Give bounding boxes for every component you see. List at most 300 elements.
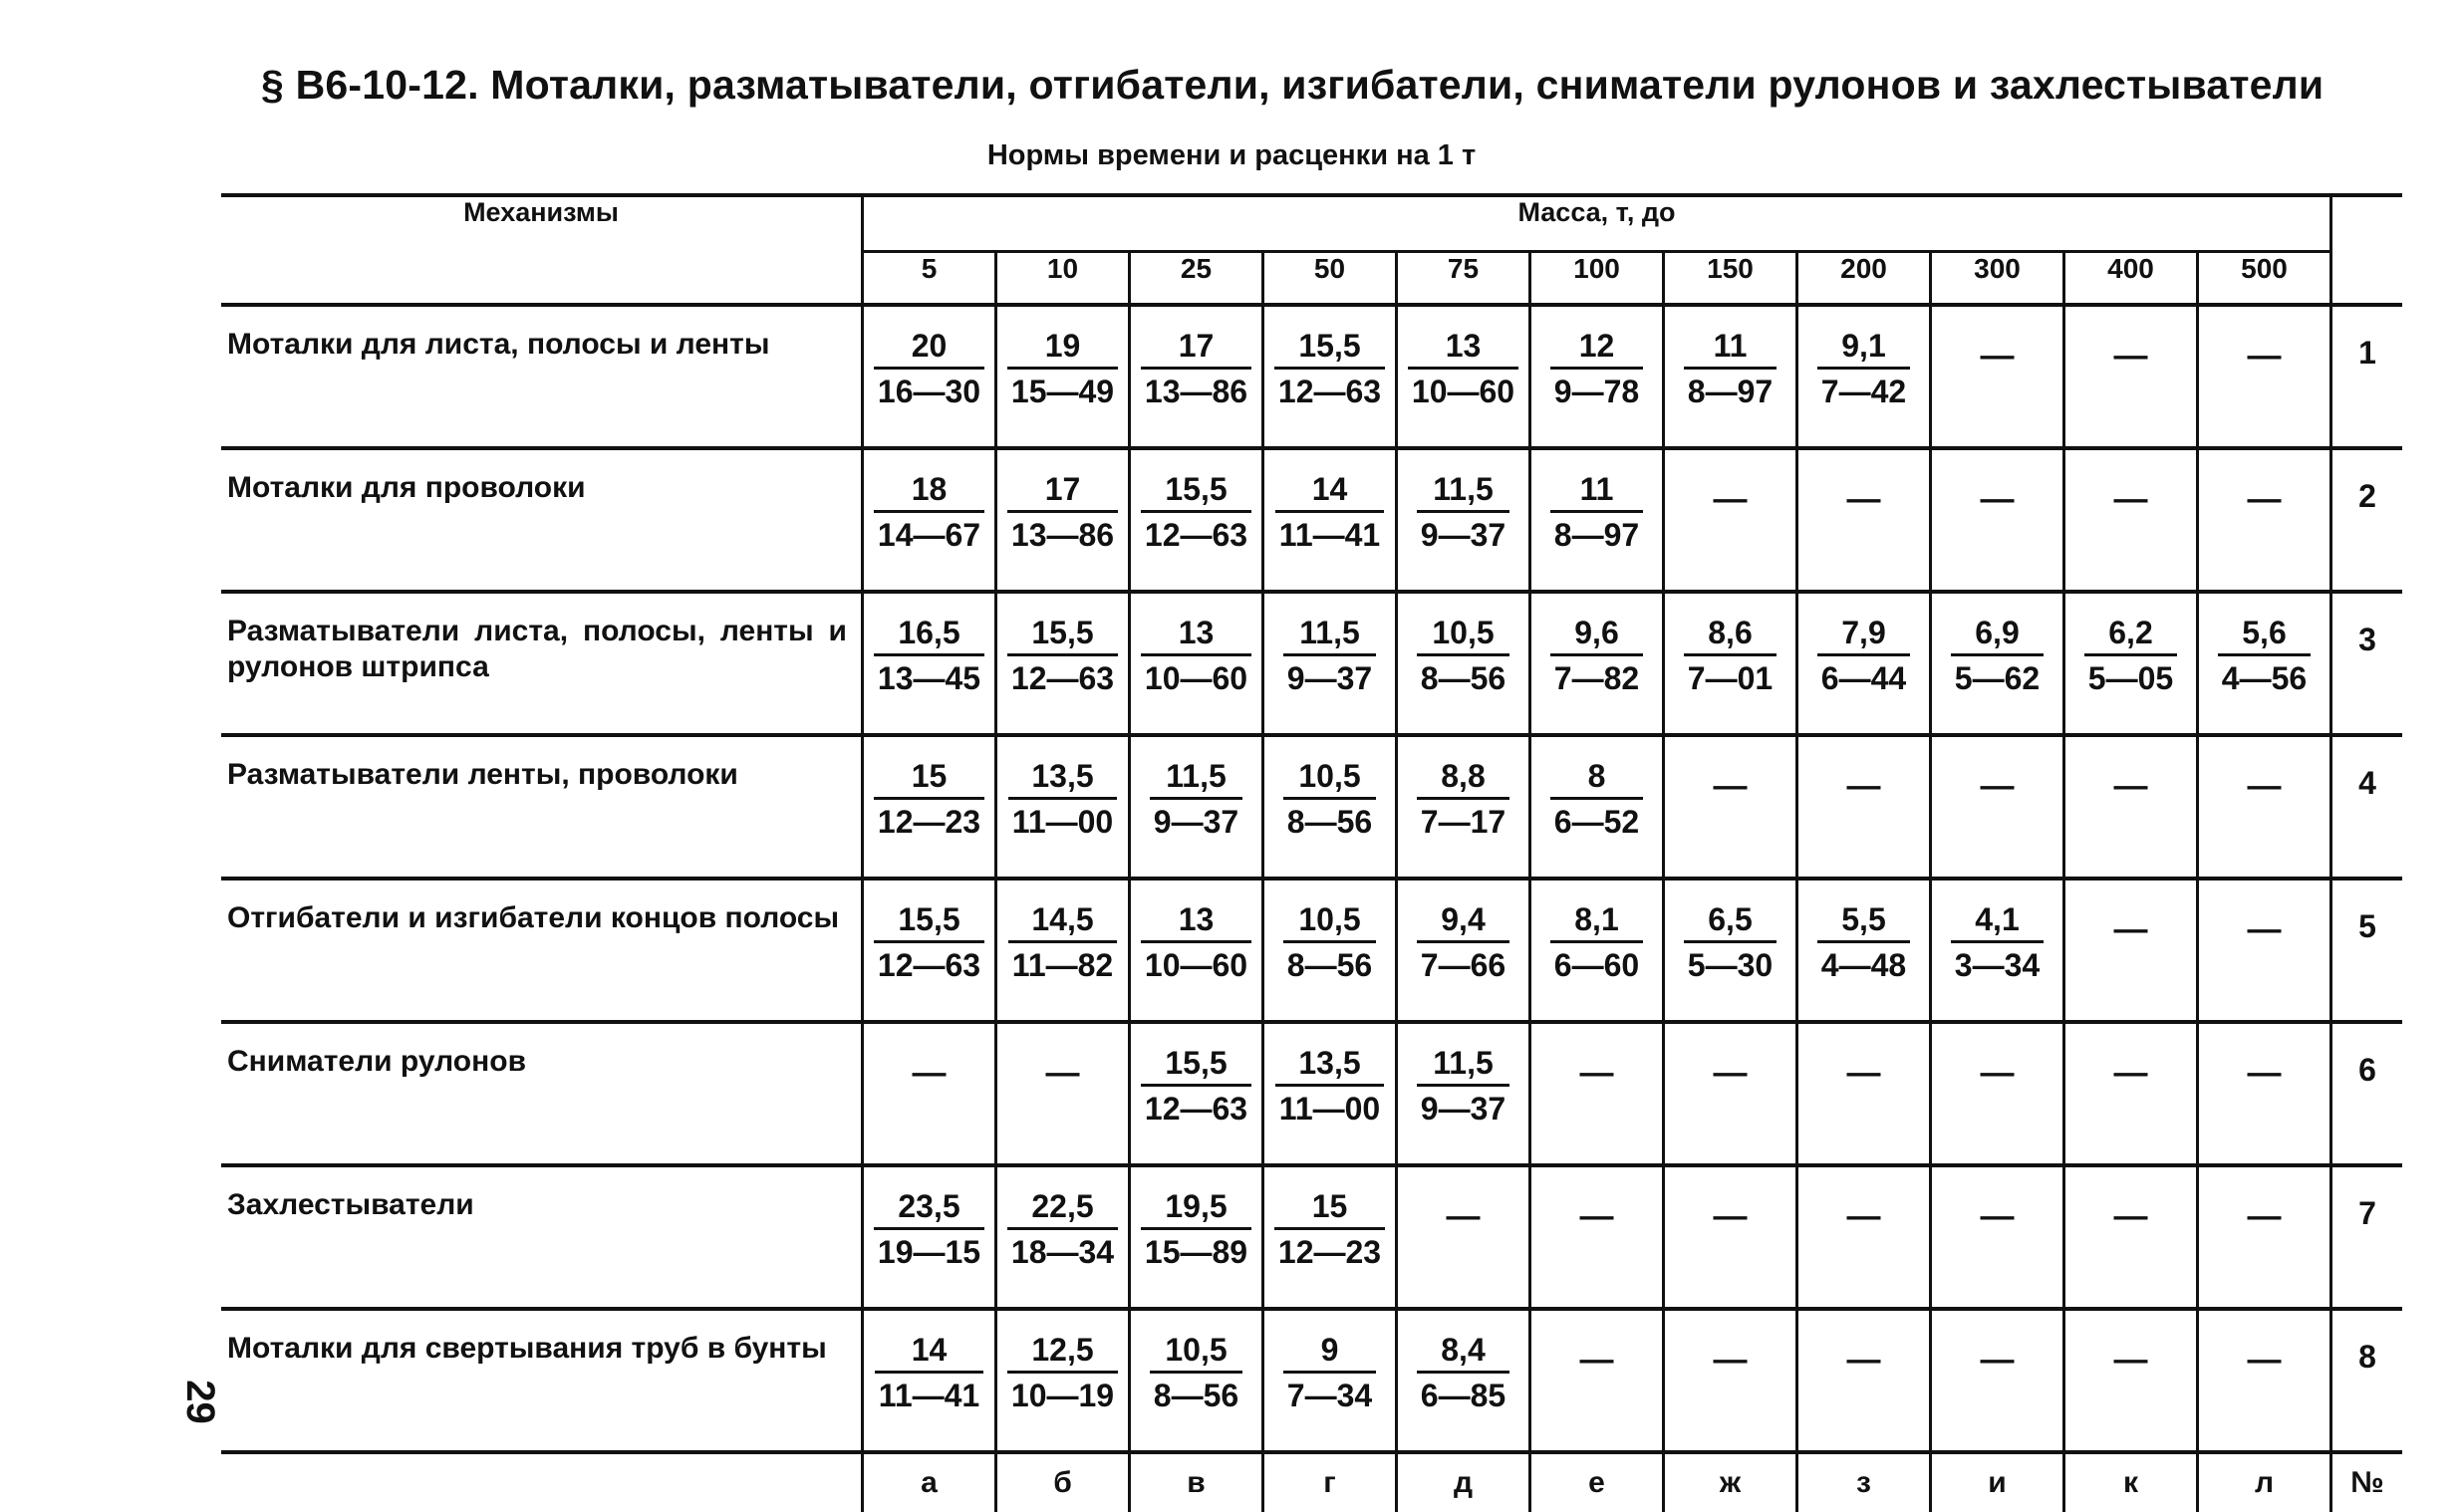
time-norm: 10,5 [1150,1331,1242,1374]
norm-cell [2198,735,2331,879]
table-row [221,735,2402,879]
time-norm: 13,5 [1275,1044,1384,1087]
norm-cell [2064,1022,2198,1165]
norm-cell [996,305,1130,448]
mass-column-header: 50 [1263,251,1397,305]
time-norm: 8,8 [1417,757,1509,800]
norm-fraction [1550,327,1643,411]
row-number-text: 8 [2358,1339,2376,1375]
mass-column-header: 5 [863,251,996,305]
table-subtitle: Нормы времени и расценки на 1 т [986,139,1477,171]
norm-cell [863,1022,996,1165]
row-number-text: 6 [2358,1052,2376,1088]
norm-fraction [1274,327,1385,411]
price-rate: 8—56 [1420,660,1506,696]
mass-column-header: 25 [1130,251,1263,305]
norm-cell [1263,1309,1397,1452]
price-rate: 11—41 [1278,517,1381,553]
row-number [2331,735,2403,879]
mechanism-name: Разматыватели ленты, проволоки [221,735,863,879]
price-rate: 8—97 [1687,374,1774,409]
norm-cell [863,735,996,879]
norm-cell [1797,305,1931,448]
column-letter: г [1263,1452,1397,1512]
time-norm: 16,5 [874,614,984,656]
empty-dash: — [2247,480,2282,518]
time-norm: 9 [1283,1331,1376,1374]
price-rate: 6—85 [1420,1378,1506,1413]
time-norm: 18 [874,470,984,513]
row-number-text: 2 [2358,478,2376,514]
mass-column-header: 150 [1664,251,1797,305]
empty-dash: — [2113,337,2148,375]
time-norm: 10,5 [1283,900,1376,943]
norm-fraction [1417,900,1509,985]
time-norm: 9,1 [1817,327,1910,370]
norm-fraction [1007,614,1118,698]
empty-dash: — [2247,910,2282,948]
mass-column-header: 300 [1931,251,2064,305]
norm-cell [1931,1022,2064,1165]
time-norm: 13 [1408,327,1518,370]
time-norm: 8,6 [1684,614,1777,656]
footer-blank [221,1452,863,1512]
norm-cell [2198,879,2331,1022]
time-norm: 14,5 [1008,900,1117,943]
mechanism-name: Моталки для проволоки [221,448,863,592]
norm-cell [1664,735,1797,879]
norm-cell [1263,592,1397,735]
price-rate: 6—44 [1820,660,1907,696]
norm-cell [1397,305,1530,448]
norm-fraction [1550,470,1643,555]
norm-cell [1397,592,1530,735]
norm-cell [1797,592,1931,735]
empty-dash: — [1713,1341,1748,1379]
time-norm: 8 [1550,757,1643,800]
norm-cell [2064,448,2198,592]
price-rate: 9—78 [1553,374,1640,409]
norm-fraction [1408,327,1518,411]
norm-fraction [1417,614,1509,698]
page-number: 29 [177,1380,222,1424]
norm-cell [1931,448,2064,592]
norm-cell [2198,1309,2331,1452]
norm-cell [1397,879,1530,1022]
column-letter: б [996,1452,1130,1512]
norm-cell [1530,735,1664,879]
time-norm: 10,5 [1417,614,1509,656]
norm-cell [996,448,1130,592]
column-letter: и [1931,1452,2064,1512]
time-norm: 9,6 [1550,614,1643,656]
time-norm: 6,5 [1684,900,1777,943]
price-rate: 11—82 [1011,947,1114,983]
norm-fraction [874,614,984,698]
norm-cell [1664,1165,1797,1309]
time-norm: 23,5 [874,1187,984,1230]
time-norm: 19 [1007,327,1118,370]
norm-fraction [1150,757,1242,842]
price-rate: 5—05 [2087,660,2174,696]
mass-column-header: 200 [1797,251,1931,305]
norm-cell [1931,1309,2064,1452]
price-rate: 16—30 [877,374,981,409]
norm-cell [1397,735,1530,879]
mechanisms-header: Механизмы [221,195,863,305]
time-norm: 22,5 [1007,1187,1118,1230]
norm-cell [1530,305,1664,448]
time-norm: 5,5 [1817,900,1910,943]
norm-fraction [1283,1331,1376,1415]
norm-cell [863,1309,996,1452]
norm-fraction [1283,757,1376,842]
norm-cell [2064,592,2198,735]
price-rate: 10—60 [1144,947,1248,983]
time-norm: 11 [1684,327,1777,370]
mass-column-header: 500 [2198,251,2331,305]
norm-cell [1797,1165,1931,1309]
time-norm: 10,5 [1283,757,1376,800]
row-number-text: 7 [2358,1195,2376,1231]
column-letter: к [2064,1452,2198,1512]
price-rate: 13—86 [1144,374,1248,409]
price-rate: 8—56 [1153,1378,1239,1413]
column-letter: а [863,1452,996,1512]
time-norm: 11,5 [1417,1044,1509,1087]
norm-fraction [1141,900,1251,985]
table-row [221,592,2402,735]
norm-cell [863,1165,996,1309]
mass-header: Масса, т, до [863,195,2331,251]
price-rate: 10—60 [1144,660,1248,696]
row-number [2331,879,2403,1022]
norm-fraction [1007,1187,1118,1272]
empty-dash: — [1579,1197,1614,1235]
number-column-header [2331,195,2403,305]
price-rate: 13—86 [1010,517,1115,553]
norm-cell [1530,592,1664,735]
norm-fraction [1817,614,1910,698]
mechanism-name: Моталки для свертывания труб в бунты [221,1309,863,1452]
empty-dash: — [2247,1197,2282,1235]
norm-cell [1797,1022,1931,1165]
norm-fraction [1283,900,1376,985]
mass-column-header: 75 [1397,251,1530,305]
time-norm: 11 [1550,470,1643,513]
norm-fraction [1417,1044,1509,1129]
norm-fraction [1275,1044,1384,1129]
empty-dash: — [2113,767,2148,805]
price-rate: 7—17 [1420,804,1506,840]
time-norm: 15 [874,757,984,800]
norm-fraction [1007,470,1118,555]
time-norm: 15,5 [1141,1044,1251,1087]
mechanism-name: Отгибатели и изгибатели концов полосы [221,879,863,1022]
norm-cell [1664,592,1797,735]
price-rate: 15—89 [1144,1234,1248,1270]
norm-fraction [1417,757,1509,842]
time-norm: 11,5 [1283,614,1376,656]
price-rate: 12—23 [877,804,981,840]
row-number [2331,1165,2403,1309]
norm-fraction [1817,327,1910,411]
norm-cell [1530,879,1664,1022]
norm-fraction [1007,327,1118,411]
header-row-1 [221,195,2402,251]
mass-column-header: 10 [996,251,1130,305]
row-number-text: 3 [2358,622,2376,657]
column-letter: е [1530,1452,1664,1512]
norm-cell [1263,879,1397,1022]
empty-dash: — [2113,1341,2148,1379]
price-rate: 13—45 [877,660,981,696]
empty-dash: — [1846,767,1881,805]
norm-cell [1397,448,1530,592]
time-norm: 9,4 [1417,900,1509,943]
norm-fraction [1951,900,2044,985]
time-norm: 8,1 [1550,900,1643,943]
row-number [2331,1309,2403,1452]
norm-fraction [1283,614,1376,698]
norm-fraction [1817,900,1910,985]
norm-fraction [1951,614,2044,698]
norm-cell [2064,735,2198,879]
row-number [2331,305,2403,448]
column-letters-row [221,1452,2402,1512]
price-rate: 5—62 [1954,660,2041,696]
norm-cell [1931,879,2064,1022]
empty-dash: — [912,1054,947,1092]
empty-dash: — [1713,1054,1748,1092]
empty-dash: — [1980,337,2015,375]
empty-dash: — [1446,1197,1481,1235]
mechanism-name: Сниматели рулонов [221,1022,863,1165]
empty-dash: — [1713,1197,1748,1235]
price-rate: 11—41 [878,1378,980,1413]
norm-cell [1530,1022,1664,1165]
norm-cell [1931,592,2064,735]
norm-fraction [875,1331,983,1415]
empty-dash: — [2113,480,2148,518]
empty-dash: — [1980,480,2015,518]
mechanism-name: Моталки для листа, полосы и ленты [221,305,863,448]
price-rate: 9—37 [1420,1091,1506,1127]
price-rate: 6—52 [1553,804,1640,840]
mechanism-name: Захлестыватели [221,1165,863,1309]
norm-cell [1263,1165,1397,1309]
norm-fraction [1141,327,1251,411]
empty-dash: — [1980,1197,2015,1235]
norm-fraction [1008,757,1117,842]
norm-cell [996,1165,1130,1309]
price-rate: 18—34 [1010,1234,1115,1270]
table-row [221,879,2402,1022]
time-norm: 11,5 [1150,757,1242,800]
norm-cell [1797,879,1931,1022]
mass-column-header: 400 [2064,251,2198,305]
column-letter: л [2198,1452,2331,1512]
norm-fraction [1141,1187,1251,1272]
norm-cell [2064,305,2198,448]
time-norm: 7,9 [1817,614,1910,656]
norm-cell [1931,1165,2064,1309]
empty-dash: — [2113,1054,2148,1092]
empty-dash: — [1579,1054,1614,1092]
table-row [221,1309,2402,1452]
empty-dash: — [1045,1054,1080,1092]
norm-cell [1130,1309,1263,1452]
norm-fraction [1141,470,1251,555]
norm-cell [996,1022,1130,1165]
norm-fraction [1150,1331,1242,1415]
empty-dash: — [1713,767,1748,805]
empty-dash: — [2247,337,2282,375]
norm-cell [1664,1309,1797,1452]
price-rate: 12—63 [877,947,981,983]
empty-dash: — [1980,1054,2015,1092]
norm-fraction [1417,1331,1509,1415]
price-rate: 7—66 [1420,947,1506,983]
row-number-text: 5 [2358,908,2376,944]
norm-cell [996,879,1130,1022]
empty-dash: — [1980,1341,2015,1379]
norm-cell [1797,448,1931,592]
price-rate: 7—42 [1820,374,1907,409]
empty-dash: — [1713,480,1748,518]
norm-fraction [1274,1187,1385,1272]
norm-cell [996,592,1130,735]
price-rate: 7—82 [1553,660,1640,696]
time-norm: 13,5 [1008,757,1117,800]
empty-dash: — [1579,1341,1614,1379]
norm-fraction [1275,470,1384,555]
norm-fraction [1141,1044,1251,1129]
time-norm: 12,5 [1007,1331,1118,1374]
time-norm: 15,5 [874,900,984,943]
norm-cell [2064,1165,2198,1309]
page-title: § В6-10-12. Моталки, разматыватели, отгибатели, изгибатели, сниматели рулонов и захлестыватели [261,62,2325,108]
norm-cell [1931,735,2064,879]
norm-fraction [874,900,984,985]
norm-cell [1130,1165,1263,1309]
price-rate: 6—60 [1553,947,1640,983]
norm-cell [1263,305,1397,448]
norm-cell [1931,305,2064,448]
norm-fraction [1141,614,1251,698]
time-norm: 4,1 [1951,900,2044,943]
time-norm: 19,5 [1141,1187,1251,1230]
norm-cell [2064,879,2198,1022]
mechanism-name: Разматыватели листа, полосы, ленты и рулонов штрипса [221,592,863,735]
price-rate: 8—56 [1286,804,1373,840]
number-label: № [2331,1452,2403,1512]
time-norm: 5,6 [2218,614,2311,656]
price-rate: 9—37 [1420,517,1506,553]
price-rate: 19—15 [877,1234,981,1270]
price-rate: 4—48 [1820,947,1907,983]
time-norm: 13 [1141,900,1251,943]
empty-dash: — [2247,767,2282,805]
price-rate: 12—63 [1277,374,1382,409]
time-norm: 15,5 [1141,470,1251,513]
norm-cell [863,879,996,1022]
norm-cell [1130,305,1263,448]
table-row [221,448,2402,592]
norm-fraction [2084,614,2177,698]
time-norm: 12 [1550,327,1643,370]
norm-fraction [874,757,984,842]
time-norm: 17 [1007,470,1118,513]
column-letter: д [1397,1452,1530,1512]
norm-cell [1530,1165,1664,1309]
price-rate: 7—34 [1286,1378,1373,1413]
norm-cell [996,735,1130,879]
price-rate: 5—30 [1687,947,1774,983]
norm-cell [1130,592,1263,735]
norm-cell [1263,448,1397,592]
norm-cell [1397,1022,1530,1165]
empty-dash: — [2113,910,2148,948]
empty-dash: — [1846,1054,1881,1092]
price-rate: 9—37 [1153,804,1239,840]
price-rate: 4—56 [2221,660,2308,696]
norm-cell [1530,448,1664,592]
price-rate: 8—56 [1286,947,1373,983]
empty-dash: — [1980,767,2015,805]
empty-dash: — [2247,1054,2282,1092]
price-rate: 12—63 [1144,517,1248,553]
norm-fraction [1417,470,1509,555]
norm-fraction [874,327,984,411]
price-rate: 8—97 [1553,517,1640,553]
time-norm: 11,5 [1417,470,1509,513]
price-rate: 3—34 [1954,947,2041,983]
norm-cell [1397,1165,1530,1309]
time-norm: 15,5 [1274,327,1385,370]
time-norm: 17 [1141,327,1251,370]
price-rate: 9—37 [1286,660,1373,696]
norm-cell [1664,448,1797,592]
price-rate: 11—00 [1011,804,1114,840]
time-norm: 15 [1274,1187,1385,1230]
time-norm: 14 [1275,470,1384,513]
norm-fraction [1550,900,1643,985]
norm-cell [863,592,996,735]
norm-fraction [1550,757,1643,842]
table-row [221,1165,2402,1309]
norm-cell [863,305,996,448]
price-rate: 15—49 [1010,374,1115,409]
norms-table [221,193,2402,1512]
norm-cell [1397,1309,1530,1452]
norm-fraction [874,470,984,555]
norm-fraction [2218,614,2311,698]
empty-dash: — [2247,1341,2282,1379]
price-rate: 12—63 [1010,660,1115,696]
norm-fraction [1008,900,1117,985]
norm-cell [2198,1165,2331,1309]
norm-fraction [1550,614,1643,698]
norm-cell [1130,735,1263,879]
time-norm: 14 [875,1331,983,1374]
row-number [2331,1022,2403,1165]
norm-cell [1130,1022,1263,1165]
norm-fraction [1007,1331,1118,1415]
price-rate: 10—19 [1010,1378,1115,1413]
norm-cell [1664,1022,1797,1165]
time-norm: 13 [1141,614,1251,656]
